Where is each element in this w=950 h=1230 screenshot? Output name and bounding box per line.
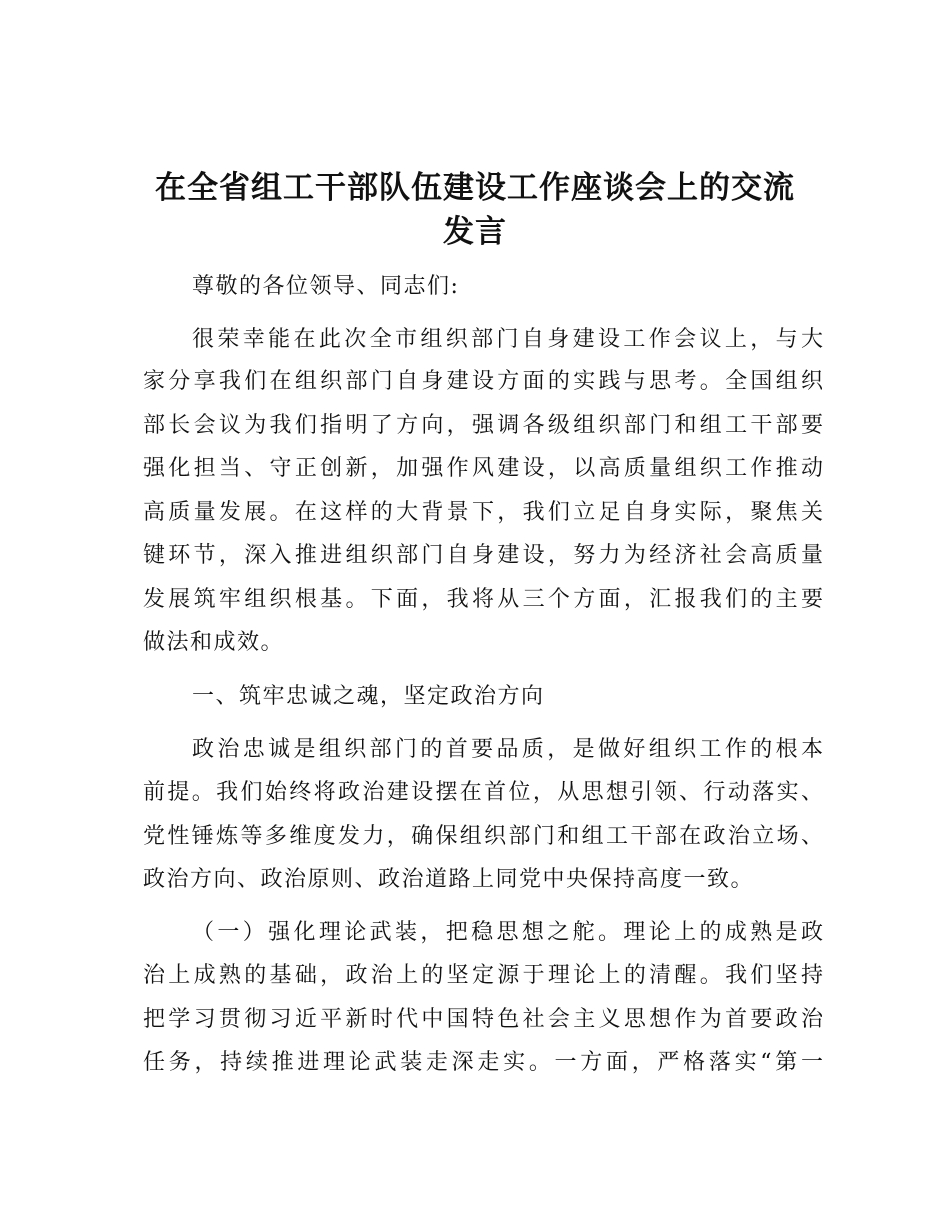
paragraph-line: 把学习贯彻习近平新时代中国特色社会主义思想作为首要政治 (143, 1007, 823, 1032)
paragraph-line: 很荣幸能在此次全市组织部门自身建设工作会议上，与大 (192, 327, 823, 352)
paragraph-line: 前提。我们始终将政治建设摆在首位，从思想引领、行动落实、 (143, 780, 823, 805)
document-title-line-2: 发言 (443, 214, 507, 250)
paragraph-line: 发展筑牢组织根基。下面，我将从三个方面，汇报我们的主要 (143, 587, 823, 612)
paragraph-line: （一）强化理论武装，把稳思想之舵。理论上的成熟是政 (192, 920, 823, 945)
section-heading: 一、筑牢忠诚之魂，坚定政治方向 (192, 684, 545, 709)
paragraph-line: 强化担当、守正创新，加强作风建设，以高质量组织工作推动 (143, 456, 823, 481)
paragraph-line: 部长会议为我们指明了方向，强调各级组织部门和组工干部要 (143, 413, 823, 438)
paragraph-line: 治上成熟的基础，政治上的坚定源于理论上的清醒。我们坚持 (143, 963, 823, 988)
paragraph-line: 任务，持续推进理论武装走深走实。一方面，严格落实“第一 (143, 1050, 823, 1075)
document-title-line-1: 在全省组工干部队伍建设工作座谈会上的交流 (155, 170, 795, 206)
paragraph-line: 家分享我们在组织部门自身建设方面的实践与思考。全国组织 (143, 369, 823, 394)
salutation: 尊敬的各位领导、同志们: (192, 274, 460, 299)
paragraph-line: 党性锤炼等多维度发力，确保组织部门和组工干部在政治立场、 (143, 824, 823, 849)
paragraph-line: 做法和成效。 (143, 630, 285, 655)
paragraph-line: 高质量发展。在这样的大背景下，我们立足自身实际，聚焦关 (143, 500, 823, 525)
paragraph-line: 政治忠诚是组织部门的首要品质，是做好组织工作的根本 (192, 737, 823, 762)
paragraph-line: 键环节，深入推进组织部门自身建设，努力为经济社会高质量 (143, 543, 823, 568)
paragraph-line: 政治方向、政治原则、政治道路上同党中央保持高度一致。 (143, 867, 755, 892)
